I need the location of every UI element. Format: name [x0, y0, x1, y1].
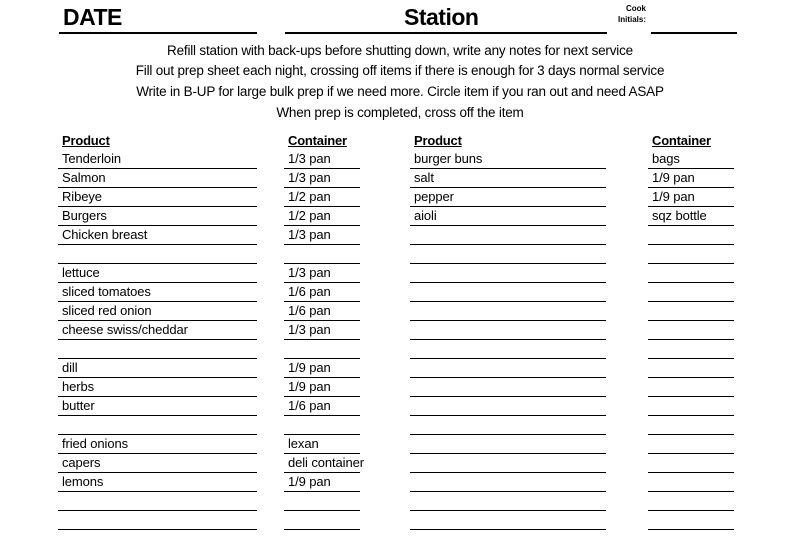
left-product-cell[interactable]: Burgers [58, 207, 257, 226]
right-product-cell[interactable] [410, 473, 606, 492]
right-container-cell[interactable]: 1/9 pan [648, 169, 734, 188]
right-product-cell[interactable] [410, 435, 606, 454]
left-container-cell[interactable]: 1/6 pan [284, 302, 360, 321]
right-container-cell[interactable] [648, 378, 734, 397]
date-label: DATE [63, 4, 122, 30]
right-container-cell[interactable]: 1/9 pan [648, 188, 734, 207]
left-product-cell[interactable] [58, 416, 257, 435]
right-product-cell[interactable]: salt [410, 169, 606, 188]
left-product-cell[interactable]: cheese swiss/cheddar [58, 321, 257, 340]
left-container-cell[interactable]: 1/3 pan [284, 321, 360, 340]
instruction-line: When prep is completed, cross off the item [276, 105, 524, 120]
left-container-header: Container [288, 133, 347, 148]
left-product-cell[interactable]: dill [58, 359, 257, 378]
left-product-cell[interactable]: fried onions [58, 435, 257, 454]
left-container-cell[interactable]: deli container [284, 454, 360, 473]
cook-label-line1: Cook [626, 4, 646, 13]
right-product-cell[interactable]: burger buns [410, 150, 606, 169]
right-product-cell[interactable] [410, 511, 606, 530]
left-container-cell[interactable]: 1/3 pan [284, 226, 360, 245]
left-container-cell[interactable] [284, 245, 360, 264]
left-product-cell[interactable] [58, 492, 257, 511]
right-container-cell[interactable] [648, 492, 734, 511]
left-product-cell[interactable] [58, 340, 257, 359]
right-product-cell[interactable] [410, 416, 606, 435]
right-product-cell[interactable] [410, 264, 606, 283]
left-container-cell[interactable]: 1/2 pan [284, 207, 360, 226]
right-product-cell[interactable] [410, 226, 606, 245]
right-container-cell[interactable] [648, 302, 734, 321]
left-product-cell[interactable]: Ribeye [58, 188, 257, 207]
right-product-cell[interactable]: pepper [410, 188, 606, 207]
right-product-cell[interactable] [410, 359, 606, 378]
right-container-cell[interactable] [648, 473, 734, 492]
left-product-cell[interactable]: capers [58, 454, 257, 473]
left-product-cell[interactable]: butter [58, 397, 257, 416]
left-product-cell[interactable] [58, 245, 257, 264]
left-container-cell[interactable] [284, 511, 360, 530]
left-product-cell[interactable]: Tenderloin [58, 150, 257, 169]
station-field[interactable] [285, 32, 607, 34]
left-container-cell[interactable]: 1/9 pan [284, 359, 360, 378]
left-container-cell[interactable]: 1/6 pan [284, 397, 360, 416]
right-product-header: Product [414, 133, 462, 148]
left-container-cell[interactable]: 1/3 pan [284, 264, 360, 283]
right-container-cell[interactable] [648, 397, 734, 416]
right-product-cell[interactable] [410, 397, 606, 416]
left-container-cell[interactable]: 1/3 pan [284, 169, 360, 188]
date-field[interactable] [59, 32, 257, 34]
station-label: Station [404, 4, 479, 30]
left-product-cell[interactable]: sliced red onion [58, 302, 257, 321]
instruction-line: Write in B-UP for large bulk prep if we need more. Circle item if you ran out and need ASAP [136, 84, 664, 99]
right-container-cell[interactable] [648, 416, 734, 435]
left-product-header: Product [62, 133, 110, 148]
instruction-line: Refill station with back-ups before shutting down, write any notes for next service [167, 43, 633, 58]
left-container-cell[interactable]: lexan [284, 435, 360, 454]
right-container-cell[interactable] [648, 226, 734, 245]
right-product-cell[interactable] [410, 340, 606, 359]
left-container-cell[interactable] [284, 416, 360, 435]
right-container-cell[interactable]: bags [648, 150, 734, 169]
cook-initials-label [612, 3, 646, 25]
left-product-cell[interactable]: lettuce [58, 264, 257, 283]
right-product-cell[interactable] [410, 378, 606, 397]
right-container-cell[interactable] [648, 264, 734, 283]
right-product-cell[interactable] [410, 321, 606, 340]
left-container-cell[interactable]: 1/3 pan [284, 150, 360, 169]
right-container-cell[interactable] [648, 283, 734, 302]
right-product-cell[interactable] [410, 302, 606, 321]
right-container-cell[interactable] [648, 454, 734, 473]
right-product-cell[interactable] [410, 283, 606, 302]
right-container-cell[interactable] [648, 245, 734, 264]
left-product-cell[interactable]: Chicken breast [58, 226, 257, 245]
right-container-cell[interactable] [648, 359, 734, 378]
right-product-cell[interactable] [410, 245, 606, 264]
right-container-cell[interactable] [648, 435, 734, 454]
left-product-cell[interactable]: herbs [58, 378, 257, 397]
right-container-cell[interactable]: sqz bottle [648, 207, 734, 226]
left-container-cell[interactable]: 1/6 pan [284, 283, 360, 302]
cook-initials-field[interactable] [651, 32, 737, 34]
left-container-cell[interactable]: 1/9 pan [284, 473, 360, 492]
left-product-cell[interactable]: sliced tomatoes [58, 283, 257, 302]
left-product-cell[interactable]: lemons [58, 473, 257, 492]
right-product-cell[interactable]: aioli [410, 207, 606, 226]
right-container-cell[interactable] [648, 340, 734, 359]
right-product-cell[interactable] [410, 492, 606, 511]
right-container-cell[interactable] [648, 321, 734, 340]
right-container-header: Container [652, 133, 711, 148]
left-container-cell[interactable]: 1/2 pan [284, 188, 360, 207]
left-product-cell[interactable]: Salmon [58, 169, 257, 188]
left-container-cell[interactable] [284, 340, 360, 359]
right-container-cell[interactable] [648, 511, 734, 530]
left-container-cell[interactable] [284, 492, 360, 511]
left-product-cell[interactable] [58, 511, 257, 530]
instruction-line: Fill out prep sheet each night, crossing off items if there is enough for 3 days normal service [135, 63, 665, 78]
cook-label-line2: Initials: [617, 15, 646, 24]
left-container-cell[interactable]: 1/9 pan [284, 378, 360, 397]
right-product-cell[interactable] [410, 454, 606, 473]
